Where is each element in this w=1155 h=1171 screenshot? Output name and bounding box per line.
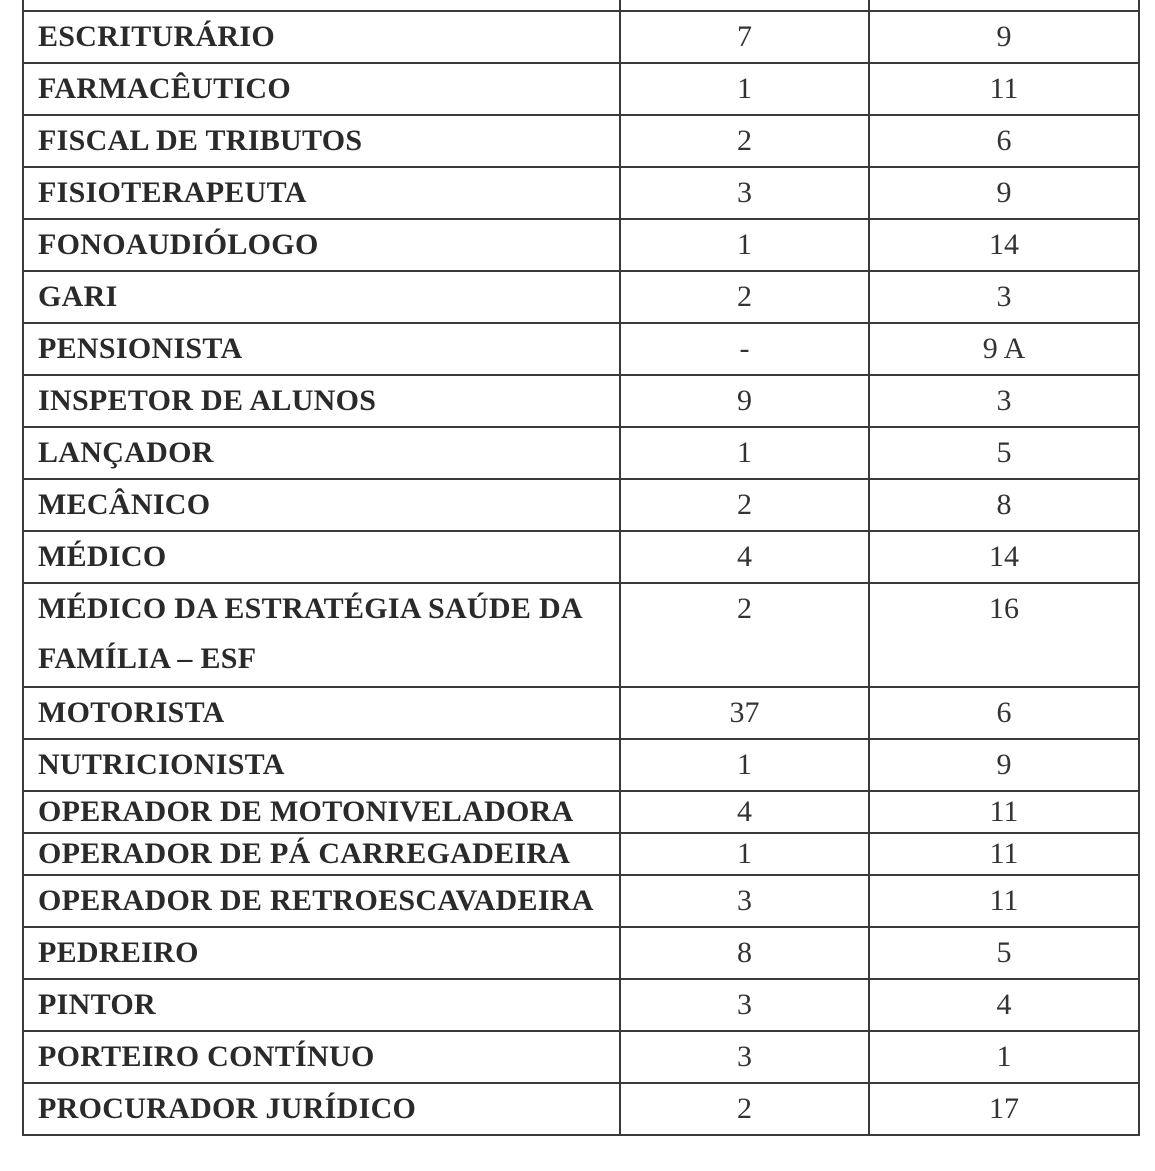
position-name-cell: ESCRITURÁRIO <box>23 11 620 63</box>
quantity-cell: 4 <box>620 531 869 583</box>
position-name-cell: MECÂNICO <box>23 479 620 531</box>
reference-cell: 9 A <box>869 323 1139 375</box>
position-name-cell: MÉDICO <box>23 531 620 583</box>
position-name-cell: OPERADOR DE RETROESCAVADEIRA <box>23 875 620 927</box>
quantity-cell: 2 <box>620 1083 869 1135</box>
position-name-cell: PENSIONISTA <box>23 323 620 375</box>
quantity-cell: 1 <box>620 427 869 479</box>
quantity-cell: 4 <box>620 791 869 833</box>
reference-cell: 6 <box>869 115 1139 167</box>
position-name-cell: NUTRICIONISTA <box>23 739 620 791</box>
reference-cell <box>869 0 1139 11</box>
quantity-cell: 9 <box>620 375 869 427</box>
quantity-cell: 3 <box>620 979 869 1031</box>
table-row <box>23 375 1139 427</box>
table-row <box>23 11 1139 63</box>
table-row <box>23 1031 1139 1083</box>
position-name-line-1: MÉDICO DA ESTRATÉGIA SAÚDE DA <box>38 592 583 625</box>
table-row <box>23 427 1139 479</box>
reference-cell: 11 <box>869 875 1139 927</box>
reference-cell: 11 <box>869 833 1139 875</box>
quantity-cell: 3 <box>620 875 869 927</box>
table-row <box>23 979 1139 1031</box>
table-row <box>23 875 1139 927</box>
quantity-cell <box>620 0 869 11</box>
reference-cell: 5 <box>869 427 1139 479</box>
table-row <box>23 219 1139 271</box>
table-row <box>23 63 1139 115</box>
reference-cell: 9 <box>869 739 1139 791</box>
quantity-cell: 2 <box>620 479 869 531</box>
table-row <box>23 479 1139 531</box>
position-name-cell: PEDREIRO <box>23 927 620 979</box>
position-name-cell: FISIOTERAPEUTA <box>23 167 620 219</box>
position-name-cell: FONOAUDIÓLOGO <box>23 219 620 271</box>
reference-cell: 3 <box>869 271 1139 323</box>
table-row <box>23 739 1139 791</box>
position-name-cell: PORTEIRO CONTÍNUO <box>23 1031 620 1083</box>
position-name-cell: PROCURADOR JURÍDICO <box>23 1083 620 1135</box>
position-name-cell: GARI <box>23 271 620 323</box>
table-row <box>23 167 1139 219</box>
positions-table <box>22 0 1140 1136</box>
reference-cell: 3 <box>869 375 1139 427</box>
quantity-cell: 2 <box>620 583 869 687</box>
quantity-cell: 37 <box>620 687 869 739</box>
table-row <box>23 583 1139 687</box>
table-row <box>23 1083 1139 1135</box>
reference-cell: 11 <box>869 63 1139 115</box>
quantity-cell: - <box>620 323 869 375</box>
position-name-cell: MOTORISTA <box>23 687 620 739</box>
reference-cell: 4 <box>869 979 1139 1031</box>
table-row <box>23 687 1139 739</box>
reference-cell: 5 <box>869 927 1139 979</box>
reference-cell: 8 <box>869 479 1139 531</box>
position-name-cell: INSPETOR DE ALUNOS <box>23 375 620 427</box>
reference-cell: 16 <box>869 583 1139 687</box>
position-name-cell: PINTOR <box>23 979 620 1031</box>
quantity-cell: 3 <box>620 167 869 219</box>
reference-cell: 14 <box>869 219 1139 271</box>
reference-cell: 6 <box>869 687 1139 739</box>
quantity-cell: 1 <box>620 63 869 115</box>
reference-cell: 11 <box>869 791 1139 833</box>
position-name-cell: FISCAL DE TRIBUTOS <box>23 115 620 167</box>
quantity-cell: 8 <box>620 927 869 979</box>
reference-cell: 14 <box>869 531 1139 583</box>
reference-cell: 1 <box>869 1031 1139 1083</box>
table-row <box>23 531 1139 583</box>
quantity-cell: 1 <box>620 219 869 271</box>
table-row <box>23 323 1139 375</box>
quantity-cell: 1 <box>620 833 869 875</box>
position-name-line-2: FAMÍLIA – ESF <box>38 642 257 675</box>
quantity-cell: 1 <box>620 739 869 791</box>
position-name-cell <box>23 0 620 11</box>
position-name-cell: LANÇADOR <box>23 427 620 479</box>
table-row <box>23 791 1139 833</box>
position-name-cell: OPERADOR DE PÁ CARREGADEIRA <box>23 833 620 875</box>
position-name-cell: FARMACÊUTICO <box>23 63 620 115</box>
quantity-cell: 7 <box>620 11 869 63</box>
table-row <box>23 0 1139 11</box>
table-row <box>23 927 1139 979</box>
quantity-cell: 3 <box>620 1031 869 1083</box>
quantity-cell: 2 <box>620 271 869 323</box>
position-name-cell <box>23 583 620 687</box>
position-name-cell: OPERADOR DE MOTONIVELADORA <box>23 791 620 833</box>
table-row <box>23 833 1139 875</box>
reference-cell: 9 <box>869 11 1139 63</box>
table-row <box>23 115 1139 167</box>
quantity-cell: 2 <box>620 115 869 167</box>
reference-cell: 9 <box>869 167 1139 219</box>
table-row <box>23 271 1139 323</box>
reference-cell: 17 <box>869 1083 1139 1135</box>
